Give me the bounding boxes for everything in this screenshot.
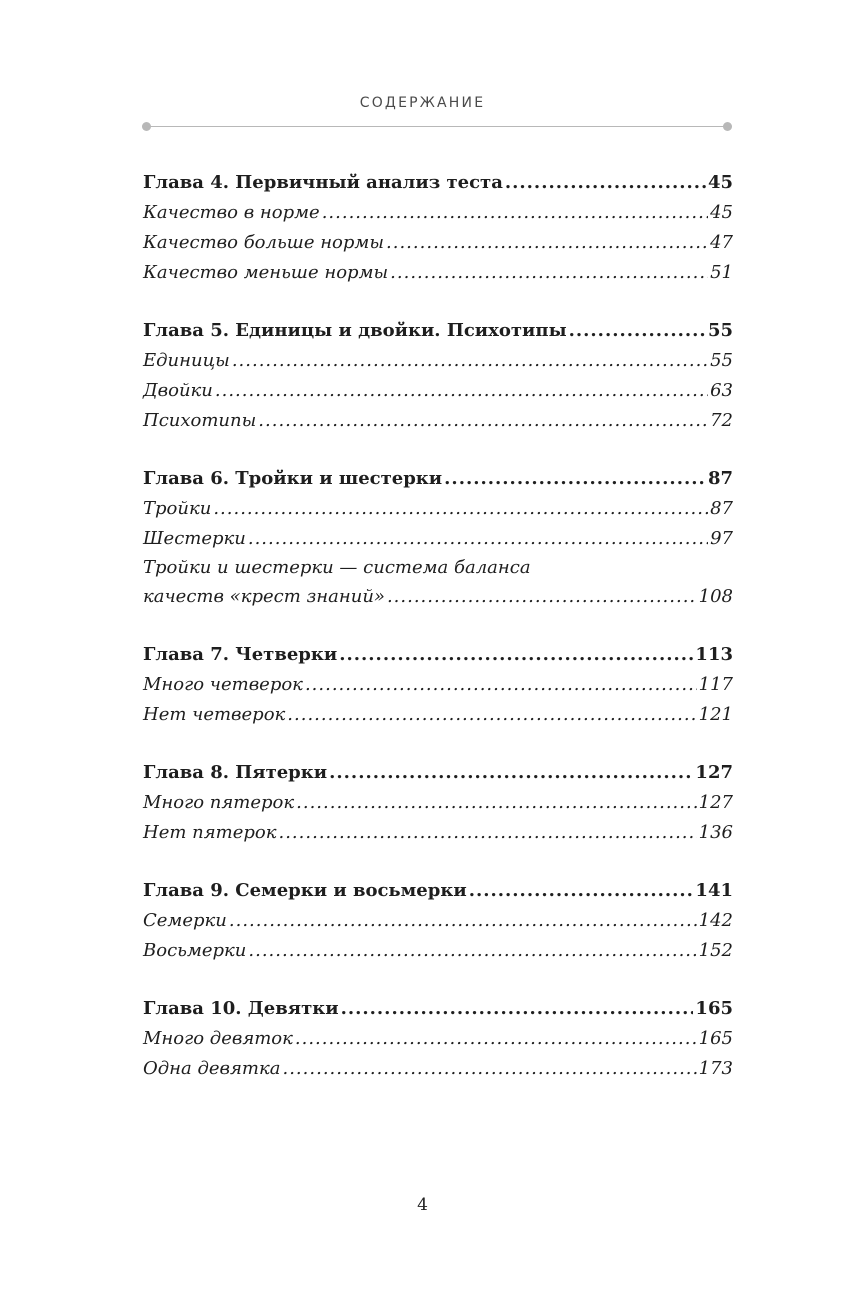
- chapter-entry[interactable]: [143, 640, 733, 670]
- dot-leader: [213, 494, 708, 524]
- section-title-line2-row: [143, 582, 733, 612]
- dot-leader: [322, 198, 708, 228]
- section-title: Психотипы: [143, 410, 257, 431]
- dot-leader: [232, 346, 708, 376]
- chapter-title: Глава 5. Единицы и двойки. Психотипы: [143, 320, 567, 341]
- section-page-number: 87: [710, 498, 733, 519]
- page-header-title: СОДЕРЖАНИЕ: [359, 95, 486, 111]
- dot-leader: [329, 758, 693, 788]
- section-title: Восьмерки: [143, 940, 247, 961]
- section-title: Единицы: [143, 350, 230, 371]
- section-page-number: 97: [710, 528, 733, 549]
- dot-leader: [248, 524, 708, 554]
- section-title: Много пятерок: [143, 792, 295, 813]
- section-entry[interactable]: [143, 198, 733, 228]
- section-page-number: 165: [698, 1028, 733, 1049]
- section-title: Семерки: [143, 910, 227, 931]
- dot-leader: [287, 700, 696, 730]
- chapter-page-number: 55: [707, 320, 733, 341]
- dot-leader: [387, 582, 697, 612]
- chapter-page-number: 45: [707, 172, 733, 193]
- section-entry[interactable]: [143, 1024, 733, 1054]
- dot-leader: [339, 640, 693, 670]
- section-page-number: 173: [698, 1058, 733, 1079]
- chapter-title: Глава 4. Первичный анализ теста: [143, 172, 503, 193]
- toc-chapter: [143, 464, 733, 612]
- section-entry[interactable]: [143, 1054, 733, 1084]
- section-title: Много девяток: [143, 1028, 293, 1049]
- dot-leader: [295, 1024, 697, 1054]
- chapter-entry[interactable]: [143, 994, 733, 1024]
- section-title: Качество в норме: [143, 202, 320, 223]
- section-title: Нет пятерок: [143, 822, 277, 843]
- section-page-number: 142: [698, 910, 733, 931]
- dot-leader: [569, 316, 706, 346]
- header-rule: [147, 126, 728, 127]
- section-page-number: 72: [710, 410, 733, 431]
- section-title: Тройки: [143, 498, 212, 519]
- section-title: Нет четверок: [143, 704, 286, 725]
- chapter-entry[interactable]: [143, 168, 733, 198]
- header-rule-dot-left: [142, 122, 151, 131]
- section-entry[interactable]: [143, 670, 733, 700]
- chapter-entry[interactable]: [143, 464, 733, 494]
- dot-leader: [390, 258, 708, 288]
- section-page-number: 63: [710, 380, 733, 401]
- dot-leader: [469, 876, 694, 906]
- section-title: Шестерки: [143, 528, 246, 549]
- toc-chapter: [143, 640, 733, 730]
- section-title-line1: Тройки и шестерки — система баланса: [143, 557, 531, 578]
- section-page-number: 55: [710, 350, 733, 371]
- toc-chapter: [143, 876, 733, 966]
- dot-leader: [505, 168, 706, 198]
- page-number: 4: [417, 1195, 428, 1215]
- chapter-page-number: 87: [707, 468, 733, 489]
- section-page-number: 45: [710, 202, 733, 223]
- section-entry[interactable]: [143, 346, 733, 376]
- section-entry[interactable]: [143, 228, 733, 258]
- chapter-title: Глава 8. Пятерки: [143, 762, 328, 783]
- dot-leader: [258, 406, 708, 436]
- section-entry[interactable]: [143, 258, 733, 288]
- dot-leader: [305, 670, 697, 700]
- dot-leader: [386, 228, 708, 258]
- toc-chapter: [143, 758, 733, 848]
- section-page-number: 127: [698, 792, 733, 813]
- section-title-line2: качеств «крест знаний»: [143, 586, 385, 607]
- header-rule-dot-right: [723, 122, 732, 131]
- toc-chapter: [143, 168, 733, 288]
- chapter-page-number: 165: [695, 998, 733, 1019]
- chapter-title: Глава 10. Девятки: [143, 998, 339, 1019]
- dot-leader: [444, 464, 706, 494]
- dot-leader: [229, 906, 697, 936]
- dot-leader: [282, 1054, 696, 1084]
- section-entry[interactable]: [143, 788, 733, 818]
- chapter-title: Глава 6. Тройки и шестерки: [143, 468, 443, 489]
- toc-chapter: [143, 994, 733, 1084]
- dot-leader: [296, 788, 697, 818]
- section-entry[interactable]: [143, 406, 733, 436]
- section-title: Двойки: [143, 380, 213, 401]
- dot-leader: [248, 936, 696, 966]
- section-page-number: 121: [698, 704, 733, 725]
- section-page-number: 51: [710, 262, 733, 283]
- chapter-title: Глава 7. Четверки: [143, 644, 338, 665]
- chapter-entry[interactable]: [143, 316, 733, 346]
- section-entry[interactable]: [143, 936, 733, 966]
- chapter-entry[interactable]: [143, 758, 733, 788]
- chapter-title: Глава 9. Семерки и восьмерки: [143, 880, 467, 901]
- chapter-page-number: 127: [695, 762, 733, 783]
- toc-chapter: [143, 316, 733, 436]
- section-title: Одна девятка: [143, 1058, 281, 1079]
- section-page-number: 136: [698, 822, 733, 843]
- dot-leader: [341, 994, 694, 1024]
- section-entry[interactable]: [143, 818, 733, 848]
- section-page-number: 117: [698, 674, 733, 695]
- section-entry[interactable]: [143, 700, 733, 730]
- section-title: Качество меньше нормы: [143, 262, 389, 283]
- dot-leader: [278, 818, 696, 848]
- section-entry[interactable]: [143, 906, 733, 936]
- section-entry[interactable]: [143, 524, 733, 554]
- chapter-page-number: 141: [695, 880, 733, 901]
- table-of-contents: [143, 168, 733, 1112]
- section-entry[interactable]: [143, 376, 733, 406]
- section-page-number: 47: [710, 232, 733, 253]
- section-page-number: 152: [698, 940, 733, 961]
- dot-leader: [215, 376, 708, 406]
- section-page-number: 108: [698, 586, 733, 607]
- section-entry[interactable]: [143, 554, 733, 612]
- section-title: Много четверок: [143, 674, 303, 695]
- section-title: Качество больше нормы: [143, 232, 385, 253]
- chapter-entry[interactable]: [143, 876, 733, 906]
- section-entry[interactable]: [143, 494, 733, 524]
- chapter-page-number: 113: [695, 644, 733, 665]
